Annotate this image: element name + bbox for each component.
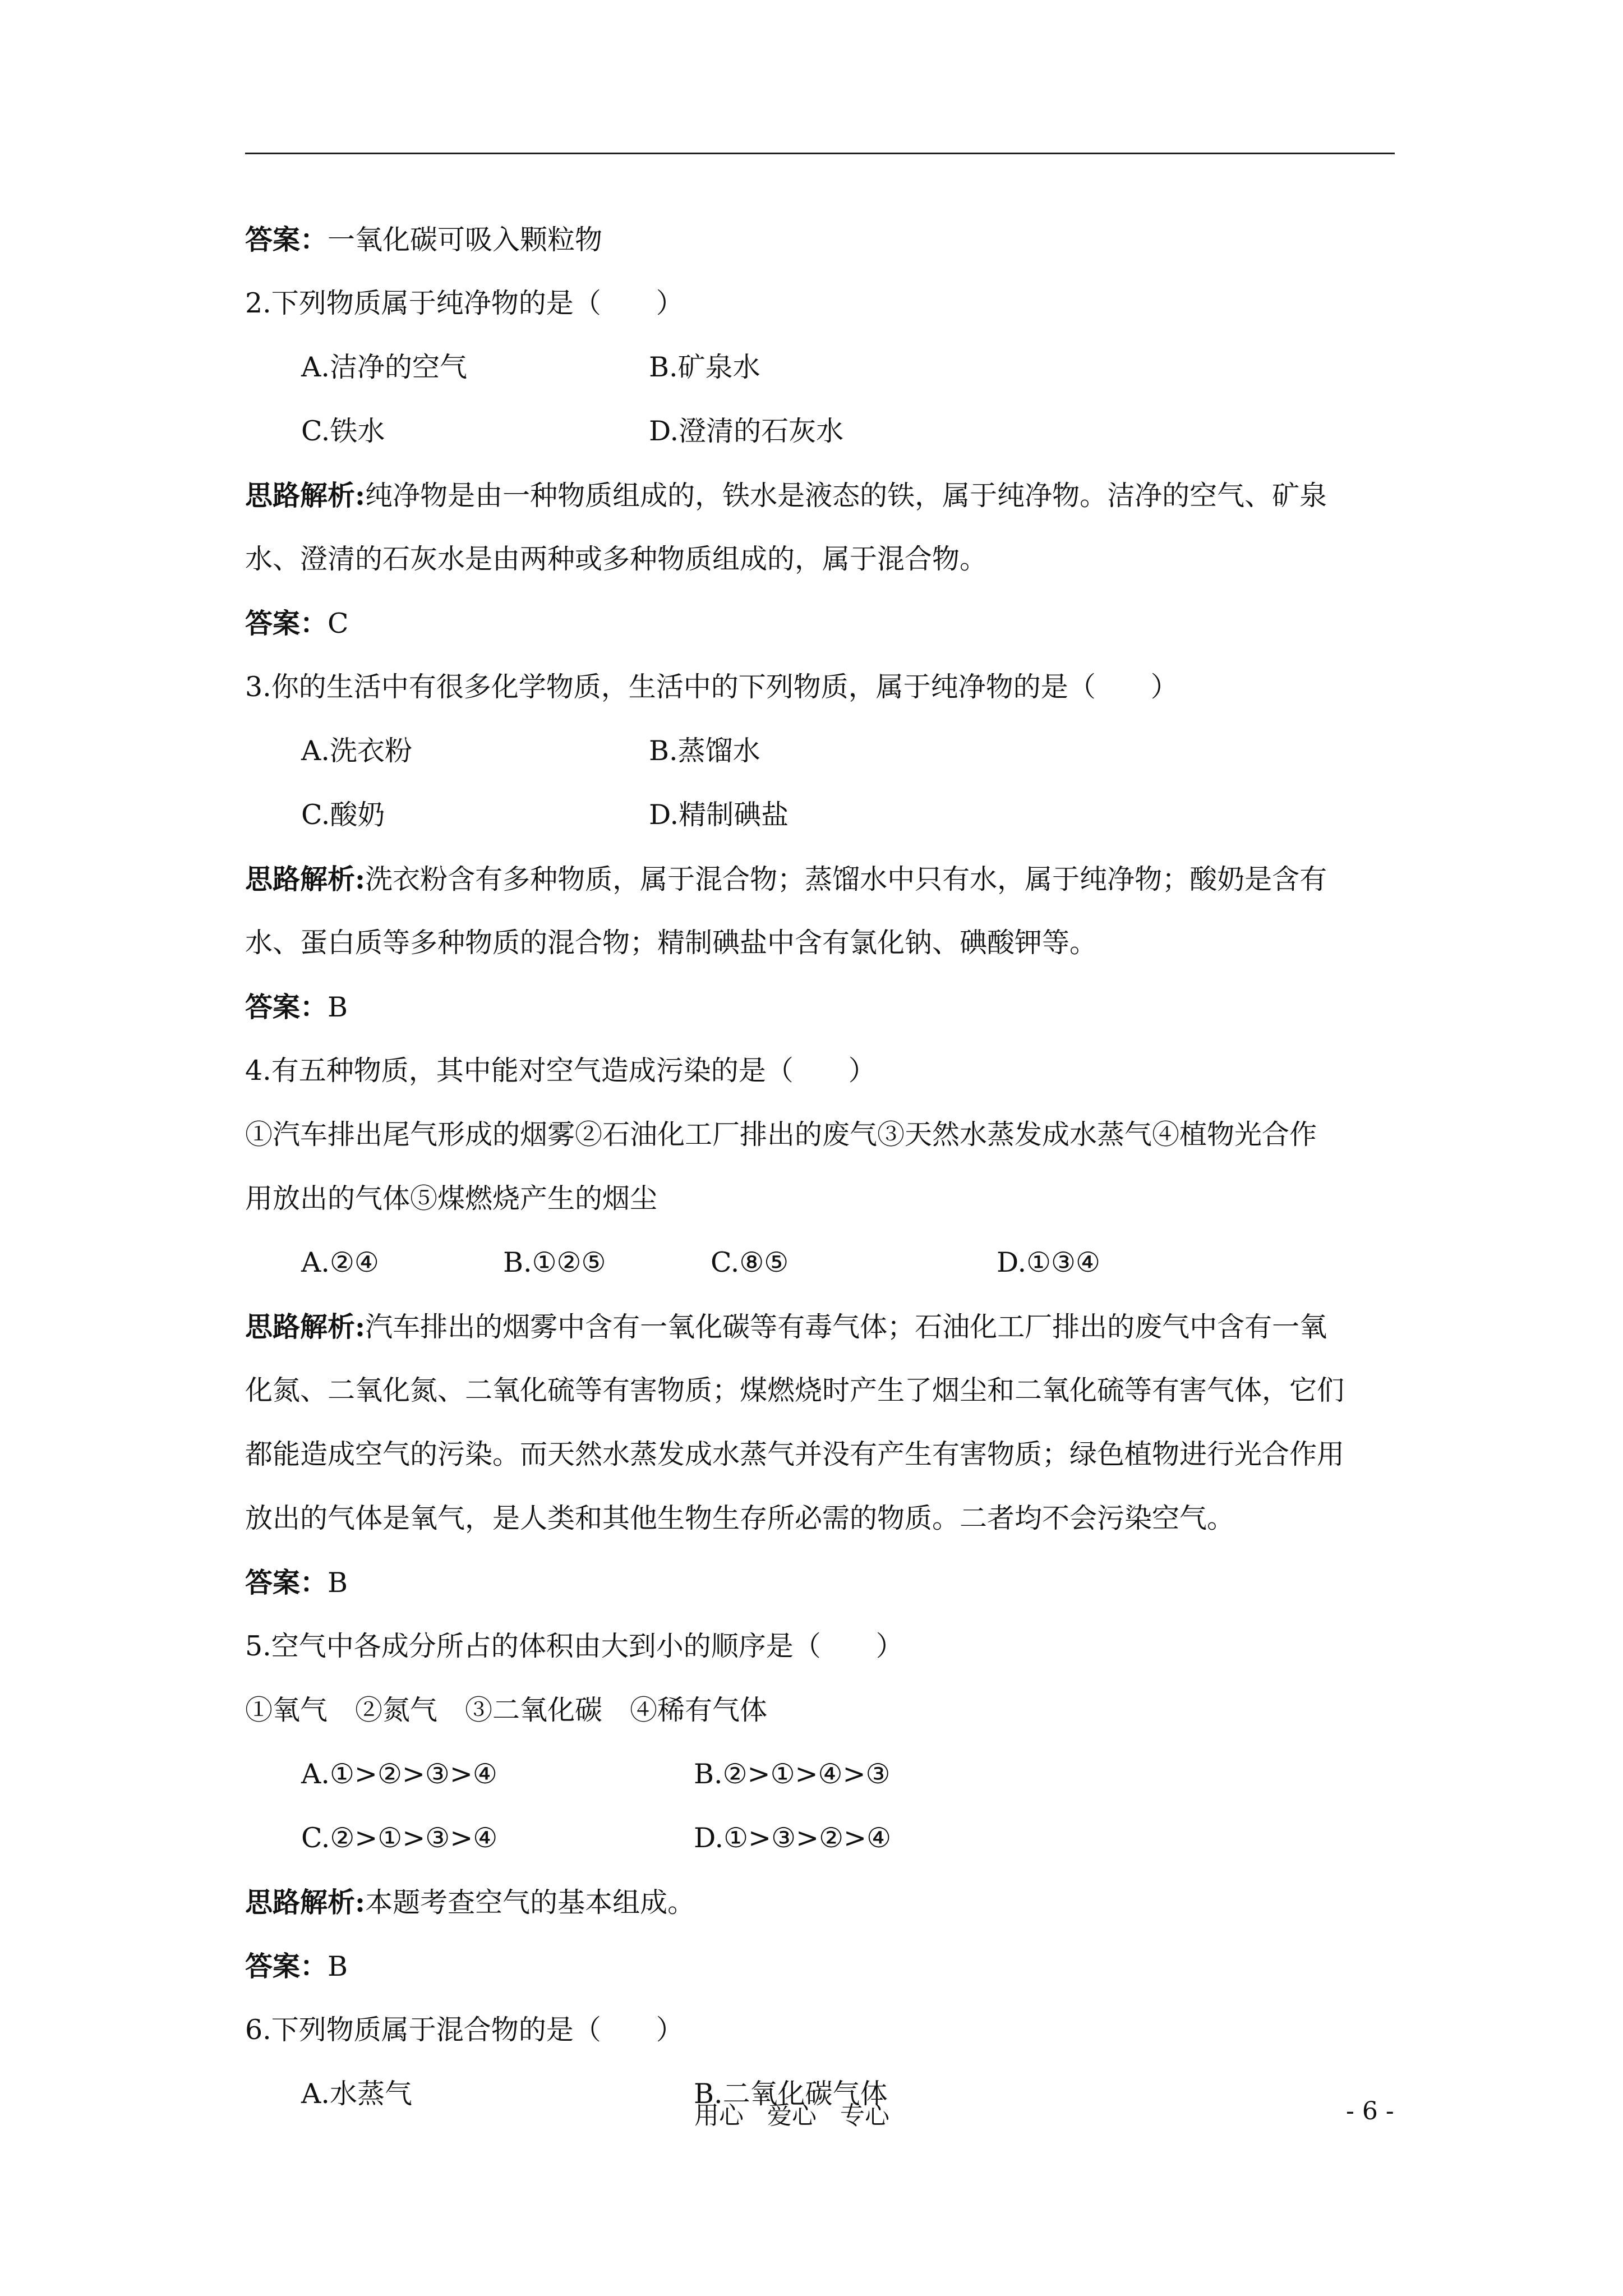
q3-analysis: [245, 847, 1389, 911]
q2-option-a: A.洁净的空气: [301, 351, 467, 383]
analysis-text: 纯净物是由一种物质组成的，铁水是液态的铁，属于纯净物。洁净的空气、矿泉: [365, 480, 1327, 512]
q1-answer: [245, 208, 1389, 272]
q2-analysis: [245, 463, 1389, 527]
footer-slogan: 用心 爱心 专心: [694, 2101, 889, 2130]
q4-option-a: A.②④: [301, 1246, 379, 1278]
q4-option-c: C.⑧⑤: [711, 1246, 789, 1278]
q3-answer: [245, 975, 1389, 1039]
q3-option-d: D.精制碘盐: [649, 799, 789, 831]
header-rule: [245, 153, 1395, 154]
q4-option-d: D.①③④: [997, 1246, 1100, 1278]
analysis-text: 本题考查空气的基本组成。: [365, 1887, 695, 1918]
q3-stem: 3.你的生活中有很多化学物质，生活中的下列物质，属于纯净物的是（ ）: [245, 671, 1178, 703]
q2-analysis-cont: 水、澄清的石灰水是由两种或多种物质组成的，属于混合物。: [245, 543, 988, 575]
q4-stem: 4.有五种物质，其中能对空气造成污染的是（ ）: [245, 1055, 876, 1087]
q6-stem: 6.下列物质属于混合物的是（ ）: [245, 2014, 684, 2046]
q4-analysis-cont3: 放出的气体是氧气，是人类和其他生物生存所必需的物质。二者均不会污染空气。: [245, 1502, 1235, 1534]
q2-answer: [245, 591, 1389, 655]
answer-text: 一氧化碳可吸入颗粒物: [328, 224, 603, 256]
q5-option-d: D.①>③>②>④: [694, 1822, 891, 1854]
q5-options-row1: [245, 1742, 1389, 1806]
answer-label: 答案：: [245, 991, 328, 1023]
q2-stem: 2.下列物质属于纯净物的是（ ）: [245, 287, 684, 319]
q2-option-c: C.铁水: [301, 415, 385, 447]
q4-detail: ①汽车排出尾气形成的烟雾②石油化工厂排出的废气③天然水蒸发成水蒸气④植物光合作: [245, 1119, 1317, 1151]
analysis-label: 思路解析:: [245, 479, 366, 512]
q3-options-row1: [245, 719, 1389, 783]
q4-detail-cont: 用放出的气体⑤煤燃烧产生的烟尘: [245, 1182, 658, 1214]
analysis-label: 思路解析:: [245, 1310, 366, 1343]
answer-text: B: [328, 1567, 348, 1599]
q5-option-b: B.②>①>④>③: [694, 1758, 891, 1790]
q3-analysis-cont: 水、蛋白质等多种物质的混合物；精制碘盐中含有氯化钠、碘酸钾等。: [245, 927, 1098, 959]
q2-options-row2: [245, 399, 1389, 463]
q2-option-d: D.澄清的石灰水: [649, 415, 844, 447]
page-content: [245, 208, 1389, 2126]
analysis-text: 洗衣粉含有多种物质，属于混合物；蒸馏水中只有水，属于纯净物；酸奶是含有: [365, 863, 1327, 895]
q4-options-row: [245, 1231, 1389, 1295]
answer-label: 答案：: [245, 1566, 328, 1599]
q3-options-row2: [245, 783, 1389, 847]
q5-option-a: A.①>②>③>④: [301, 1758, 497, 1790]
q5-stem: 5.空气中各成分所占的体积由大到小的顺序是（ ）: [245, 1630, 903, 1662]
analysis-label: 思路解析:: [245, 1886, 366, 1918]
answer-label: 答案：: [245, 223, 328, 256]
q3-option-c: C.酸奶: [301, 799, 385, 831]
q3-option-a: A.洗衣粉: [301, 735, 412, 767]
q2-option-b: B.矿泉水: [649, 351, 760, 383]
q5-analysis: [245, 1870, 1389, 1934]
q5-items: ①氧气 ②氮气 ③二氧化碳 ④稀有气体: [245, 1694, 768, 1726]
page-number: - 6 -: [1346, 2097, 1394, 2125]
q5-options-row2: [245, 1806, 1389, 1870]
q6-option-a: A.水蒸气: [301, 2078, 412, 2110]
answer-text: C: [328, 608, 349, 639]
q4-analysis-cont2: 都能造成空气的污染。而天然水蒸发成水蒸气并没有产生有害物质；绿色植物进行光合作用: [245, 1438, 1345, 1470]
answer-label: 答案：: [245, 607, 328, 639]
q6-option-b: B.二氧化碳气体: [694, 2078, 888, 2110]
q2-options-row1: [245, 335, 1389, 399]
q5-option-c: C.②>①>③>④: [301, 1822, 498, 1854]
q5-answer: [245, 1934, 1389, 1998]
answer-text: B: [328, 1950, 348, 1982]
q4-analysis-cont1: 化氮、二氧化氮、二氧化硫等有害物质；煤燃烧时产生了烟尘和二氧化硫等有害气体，它们: [245, 1374, 1345, 1406]
answer-label: 答案：: [245, 1950, 328, 1982]
analysis-text: 汽车排出的烟雾中含有一氧化碳等有毒气体；石油化工厂排出的废气中含有一氧: [365, 1311, 1327, 1343]
answer-text: B: [328, 991, 348, 1023]
q4-analysis: [245, 1295, 1389, 1359]
q4-option-b: B.①②⑤: [503, 1246, 606, 1278]
analysis-label: 思路解析:: [245, 863, 366, 895]
q4-answer: [245, 1550, 1389, 1614]
q3-option-b: B.蒸馏水: [649, 735, 760, 767]
